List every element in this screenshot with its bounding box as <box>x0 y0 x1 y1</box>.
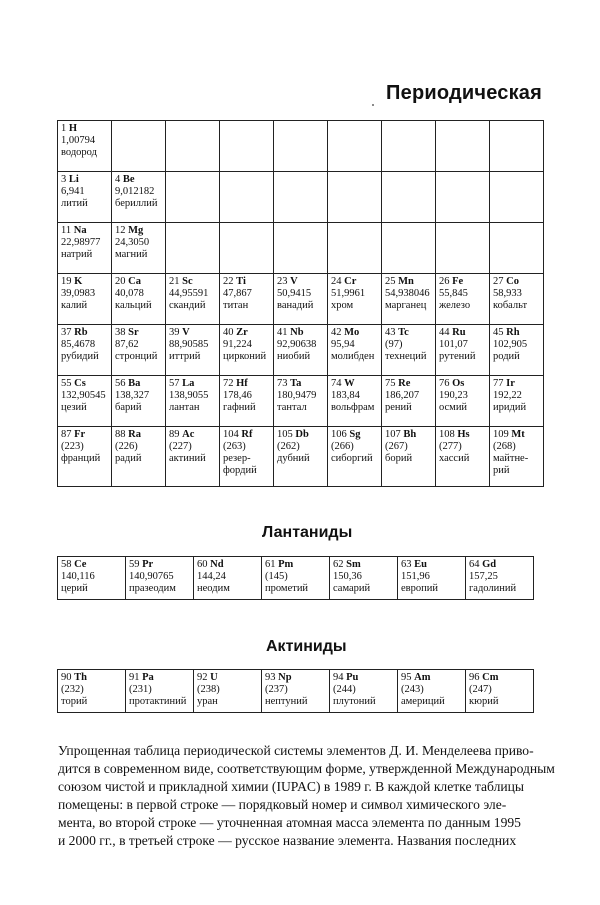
element-name: неодим <box>197 583 230 594</box>
element-number-symbol: 91 Pa <box>129 672 154 683</box>
element-cell <box>58 223 112 274</box>
element-name: рений <box>385 402 412 413</box>
element-name: европий <box>401 583 438 594</box>
empty-cell <box>220 121 274 172</box>
element-name: молибден <box>331 351 375 362</box>
element-name: натрий <box>61 249 93 260</box>
element-cell <box>398 557 466 600</box>
element-cell <box>58 376 112 427</box>
empty-cell <box>328 223 382 274</box>
element-number-symbol: 90 Th <box>61 672 87 683</box>
lanthanides-table <box>57 556 534 600</box>
period-row <box>58 121 544 172</box>
element-cell <box>194 557 262 600</box>
period-row <box>58 427 544 487</box>
atomic-mass: 47,867 <box>223 288 252 299</box>
atomic-mass: 40,078 <box>115 288 144 299</box>
element-cell <box>382 376 436 427</box>
atomic-mass: (231) <box>129 684 152 695</box>
atomic-mass: (267) <box>385 441 408 452</box>
atomic-mass: 180,9479 <box>277 390 317 401</box>
element-number-symbol: 12 Mg <box>115 225 144 236</box>
element-number-symbol: 75 Re <box>385 378 411 389</box>
element-cell <box>274 274 328 325</box>
atomic-mass: (97) <box>385 339 403 350</box>
element-cell <box>166 427 220 487</box>
element-number-symbol: 63 Eu <box>401 559 427 570</box>
element-number-symbol: 26 Fe <box>439 276 464 287</box>
element-name: прометий <box>265 583 309 594</box>
atomic-mass: 132,90545 <box>61 390 106 401</box>
description-line: помещены: в первой строке — порядковый номер и символ химического эле- <box>58 797 507 812</box>
element-name-cont: рий <box>493 465 510 476</box>
atomic-mass: 186,207 <box>385 390 420 401</box>
element-name: цирконий <box>223 351 267 362</box>
element-name: гадолиний <box>469 583 517 594</box>
element-number-symbol: 45 Rh <box>493 327 520 338</box>
element-number-symbol: 4 Be <box>115 174 135 185</box>
element-name: вольфрам <box>331 402 375 413</box>
element-number-symbol: 109 Mt <box>493 429 525 440</box>
element-number-symbol: 1 H <box>61 123 78 134</box>
element-number-symbol: 24 Cr <box>331 276 357 287</box>
atomic-mass: 92,90638 <box>277 339 317 350</box>
element-name: кобальт <box>493 300 528 311</box>
element-cell <box>490 427 544 487</box>
element-cell <box>58 172 112 223</box>
atomic-mass: 24,3050 <box>115 237 150 248</box>
period-row <box>58 223 544 274</box>
atomic-mass: (244) <box>333 684 356 695</box>
element-number-symbol: 76 Os <box>439 378 465 389</box>
element-number-symbol: 11 Na <box>61 225 87 236</box>
element-name: борий <box>385 453 413 464</box>
element-number-symbol: 37 Rb <box>61 327 88 338</box>
empty-cell <box>490 223 544 274</box>
empty-cell <box>166 172 220 223</box>
element-name: марганец <box>385 300 427 311</box>
element-name: цезий <box>61 402 87 413</box>
element-number-symbol: 104 Rf <box>223 429 253 440</box>
actinides-title: Актиниды <box>266 638 347 655</box>
atomic-mass: (266) <box>331 441 354 452</box>
element-name: осмий <box>439 402 468 413</box>
element-name: иттрий <box>169 351 201 362</box>
element-number-symbol: 59 Pr <box>129 559 154 570</box>
atomic-mass: (232) <box>61 684 84 695</box>
element-number-symbol: 57 La <box>169 378 195 389</box>
element-name: протактиний <box>129 696 187 707</box>
atomic-mass: (262) <box>277 441 300 452</box>
empty-cell <box>382 172 436 223</box>
atomic-mass: 150,36 <box>333 571 362 582</box>
empty-cell <box>382 223 436 274</box>
element-number-symbol: 41 Nb <box>277 327 304 338</box>
element-name: франций <box>61 453 101 464</box>
element-name: родий <box>493 351 520 362</box>
element-cell <box>262 670 330 713</box>
period-row <box>58 376 544 427</box>
speck-mark <box>372 104 374 106</box>
atomic-mass: 55,845 <box>439 288 468 299</box>
atomic-mass: 138,9055 <box>169 390 209 401</box>
element-cell <box>274 325 328 376</box>
empty-cell <box>490 121 544 172</box>
atomic-mass: (277) <box>439 441 462 452</box>
element-number-symbol: 25 Mn <box>385 276 414 287</box>
element-cell <box>166 376 220 427</box>
element-name: торий <box>61 696 88 707</box>
atomic-mass: 138,327 <box>115 390 150 401</box>
element-number-symbol: 58 Ce <box>61 559 87 570</box>
element-number-symbol: 92 U <box>197 672 218 683</box>
atomic-mass: 85,4678 <box>61 339 96 350</box>
atomic-mass: (223) <box>61 441 84 452</box>
atomic-mass: 87,62 <box>115 339 139 350</box>
element-number-symbol: 74 W <box>331 378 355 389</box>
atomic-mass: 178,46 <box>223 390 252 401</box>
element-cell <box>112 223 166 274</box>
atomic-mass: 140,116 <box>61 571 95 582</box>
element-number-symbol: 108 Hs <box>439 429 470 440</box>
element-cell <box>112 376 166 427</box>
element-cell <box>166 325 220 376</box>
element-name: актиний <box>169 453 206 464</box>
element-name: рубидий <box>61 351 99 362</box>
atomic-mass: 6,941 <box>61 186 85 197</box>
element-name: хассий <box>439 453 470 464</box>
element-number-symbol: 38 Sr <box>115 327 139 338</box>
empty-cell <box>274 223 328 274</box>
atomic-mass: 151,96 <box>401 571 430 582</box>
atomic-mass: 183,84 <box>331 390 360 401</box>
element-number-symbol: 19 K <box>61 276 83 287</box>
description-paragraph <box>58 742 555 850</box>
element-cell <box>328 325 382 376</box>
atomic-mass: 1,00794 <box>61 135 96 146</box>
element-number-symbol: 39 V <box>169 327 190 338</box>
element-name: нептуний <box>265 696 308 707</box>
element-cell <box>126 670 194 713</box>
element-name-cont: фордий <box>223 465 257 476</box>
atomic-mass: 58,933 <box>493 288 522 299</box>
periodic-table <box>57 120 544 487</box>
element-cell <box>382 274 436 325</box>
atomic-mass: (238) <box>197 684 220 695</box>
element-cell <box>194 670 262 713</box>
element-number-symbol: 94 Pu <box>333 672 359 683</box>
description-line: мента, во второй строке — уточненная атомная масса элемента по данным 1995 <box>58 815 521 830</box>
element-cell <box>436 325 490 376</box>
element-number-symbol: 87 Fr <box>61 429 86 440</box>
empty-cell <box>112 121 166 172</box>
description-line: дится в современном виде, соответствующим форме, утвержденной Международным <box>58 761 555 776</box>
atomic-mass: (243) <box>401 684 424 695</box>
element-name: литий <box>61 198 88 209</box>
empty-cell <box>220 172 274 223</box>
element-number-symbol: 61 Pm <box>265 559 294 570</box>
element-number-symbol: 40 Zr <box>223 327 248 338</box>
atomic-mass: 22,98977 <box>61 237 101 248</box>
empty-cell <box>436 121 490 172</box>
element-cell <box>262 557 330 600</box>
element-name: майтне- <box>493 453 529 464</box>
element-number-symbol: 20 Ca <box>115 276 141 287</box>
element-number-symbol: 72 Hf <box>223 378 248 389</box>
element-number-symbol: 105 Db <box>277 429 309 440</box>
element-name: технеций <box>385 351 427 362</box>
element-name: барий <box>115 402 142 413</box>
empty-cell <box>328 121 382 172</box>
atomic-mass: 88,90585 <box>169 339 209 350</box>
element-name: водород <box>61 147 97 158</box>
element-cell <box>58 557 126 600</box>
element-name: резер- <box>223 453 251 464</box>
element-cell <box>330 557 398 600</box>
element-cell <box>58 274 112 325</box>
empty-cell <box>166 121 220 172</box>
element-cell <box>436 427 490 487</box>
period-row <box>58 325 544 376</box>
atomic-mass: (247) <box>469 684 492 695</box>
element-cell <box>112 274 166 325</box>
element-cell <box>398 670 466 713</box>
element-name: празеодим <box>129 583 176 594</box>
element-number-symbol: 96 Cm <box>469 672 499 683</box>
atomic-mass: (145) <box>265 571 288 582</box>
atomic-mass: (227) <box>169 441 192 452</box>
empty-cell <box>382 121 436 172</box>
element-cell <box>126 557 194 600</box>
atomic-mass: 157,25 <box>469 571 498 582</box>
element-name: рутений <box>439 351 476 362</box>
element-cell <box>274 376 328 427</box>
element-number-symbol: 3 Li <box>61 174 79 185</box>
empty-cell <box>274 172 328 223</box>
element-number-symbol: 23 V <box>277 276 298 287</box>
element-number-symbol: 64 Gd <box>469 559 497 570</box>
element-cell <box>382 427 436 487</box>
element-cell <box>58 427 112 487</box>
atomic-mass: 102,905 <box>493 339 528 350</box>
element-name: ниобий <box>277 351 311 362</box>
atomic-mass: 101,07 <box>439 339 468 350</box>
element-cell <box>466 557 534 600</box>
atomic-mass: 39,0983 <box>61 288 96 299</box>
element-number-symbol: 27 Co <box>493 276 519 287</box>
element-cell <box>330 670 398 713</box>
element-name: титан <box>223 300 249 311</box>
element-number-symbol: 88 Ra <box>115 429 141 440</box>
atomic-mass: 91,224 <box>223 339 252 350</box>
empty-cell <box>436 223 490 274</box>
element-number-symbol: 77 Ir <box>493 378 515 389</box>
element-name: железо <box>439 300 471 311</box>
element-cell <box>382 325 436 376</box>
element-cell <box>112 325 166 376</box>
element-cell <box>328 274 382 325</box>
element-number-symbol: 95 Am <box>401 672 431 683</box>
element-cell <box>466 670 534 713</box>
element-number-symbol: 55 Cs <box>61 378 86 389</box>
element-cell <box>220 376 274 427</box>
element-cell <box>58 121 112 172</box>
element-number-symbol: 93 Np <box>265 672 292 683</box>
element-name: стронций <box>115 351 158 362</box>
element-cell <box>112 427 166 487</box>
atomic-mass: 51,9961 <box>331 288 366 299</box>
element-number-symbol: 43 Tc <box>385 327 409 338</box>
empty-cell <box>166 223 220 274</box>
element-number-symbol: 106 Sg <box>331 429 361 440</box>
element-cell <box>166 274 220 325</box>
element-name: тантал <box>277 402 307 413</box>
atomic-mass: 192,22 <box>493 390 522 401</box>
element-cell <box>328 376 382 427</box>
atomic-mass: (263) <box>223 441 246 452</box>
element-number-symbol: 21 Sc <box>169 276 193 287</box>
empty-cell <box>274 121 328 172</box>
element-name: хром <box>331 300 354 311</box>
element-cell <box>328 427 382 487</box>
element-name: бериллий <box>115 198 158 209</box>
actinides-table <box>57 669 534 713</box>
element-name: скандий <box>169 300 206 311</box>
element-number-symbol: 62 Sm <box>333 559 361 570</box>
element-cell <box>112 172 166 223</box>
element-number-symbol: 107 Bh <box>385 429 417 440</box>
element-name: ванадий <box>277 300 314 311</box>
element-cell <box>490 376 544 427</box>
element-number-symbol: 89 Ac <box>169 429 195 440</box>
element-number-symbol: 44 Ru <box>439 327 466 338</box>
empty-cell <box>220 223 274 274</box>
element-name: лантан <box>169 402 200 413</box>
atomic-mass: (237) <box>265 684 288 695</box>
element-name: сиборгий <box>331 453 373 464</box>
element-cell <box>490 274 544 325</box>
element-name: гафний <box>223 402 256 413</box>
element-number-symbol: 42 Mo <box>331 327 360 338</box>
element-name: самарий <box>333 583 371 594</box>
element-name: кальций <box>115 300 152 311</box>
element-cell <box>490 325 544 376</box>
element-cell <box>436 274 490 325</box>
atomic-mass: 95,94 <box>331 339 355 350</box>
element-name: уран <box>197 696 218 707</box>
element-cell <box>58 325 112 376</box>
lanthanides-title: Лантаниды <box>262 524 353 541</box>
element-number-symbol: 60 Nd <box>197 559 224 570</box>
empty-cell <box>328 172 382 223</box>
atomic-mass: 44,95591 <box>169 288 209 299</box>
element-number-symbol: 73 Ta <box>277 378 302 389</box>
element-name: дубний <box>277 453 310 464</box>
description-line: союзом чистой и прикладной химии (IUPAC) в 1989 г. В каждой клетке таблицы <box>58 779 525 794</box>
atomic-mass: 190,23 <box>439 390 468 401</box>
element-name: радий <box>115 453 142 464</box>
atomic-mass: (226) <box>115 441 138 452</box>
atomic-mass: 50,9415 <box>277 288 312 299</box>
atomic-mass: 144,24 <box>197 571 226 582</box>
period-row <box>58 172 544 223</box>
element-cell <box>220 325 274 376</box>
element-cell <box>58 670 126 713</box>
element-name: америций <box>401 696 445 707</box>
description-line: и 2000 гг., в третьей строке — русское название элемента. Названия последних <box>58 833 517 848</box>
atomic-mass: (268) <box>493 441 516 452</box>
element-number-symbol: 22 Ti <box>223 276 246 287</box>
page-title: Периодическая <box>386 82 542 104</box>
element-cell <box>274 427 328 487</box>
element-name: плутоний <box>333 696 376 707</box>
element-name: церий <box>61 583 88 594</box>
description-line: Упрощенная таблица периодической системы элементов Д. И. Менделеева приво- <box>58 743 534 758</box>
element-name: калий <box>61 300 88 311</box>
element-name: магний <box>115 249 148 260</box>
atomic-mass: 9,012182 <box>115 186 155 197</box>
atomic-mass: 54,938046 <box>385 288 430 299</box>
element-cell <box>220 427 274 487</box>
atomic-mass: 140,90765 <box>129 571 174 582</box>
element-name: кюрий <box>469 696 499 707</box>
element-number-symbol: 56 Ba <box>115 378 141 389</box>
element-name: иридий <box>493 402 527 413</box>
element-cell <box>436 376 490 427</box>
empty-cell <box>490 172 544 223</box>
element-cell <box>220 274 274 325</box>
period-row <box>58 274 544 325</box>
empty-cell <box>436 172 490 223</box>
